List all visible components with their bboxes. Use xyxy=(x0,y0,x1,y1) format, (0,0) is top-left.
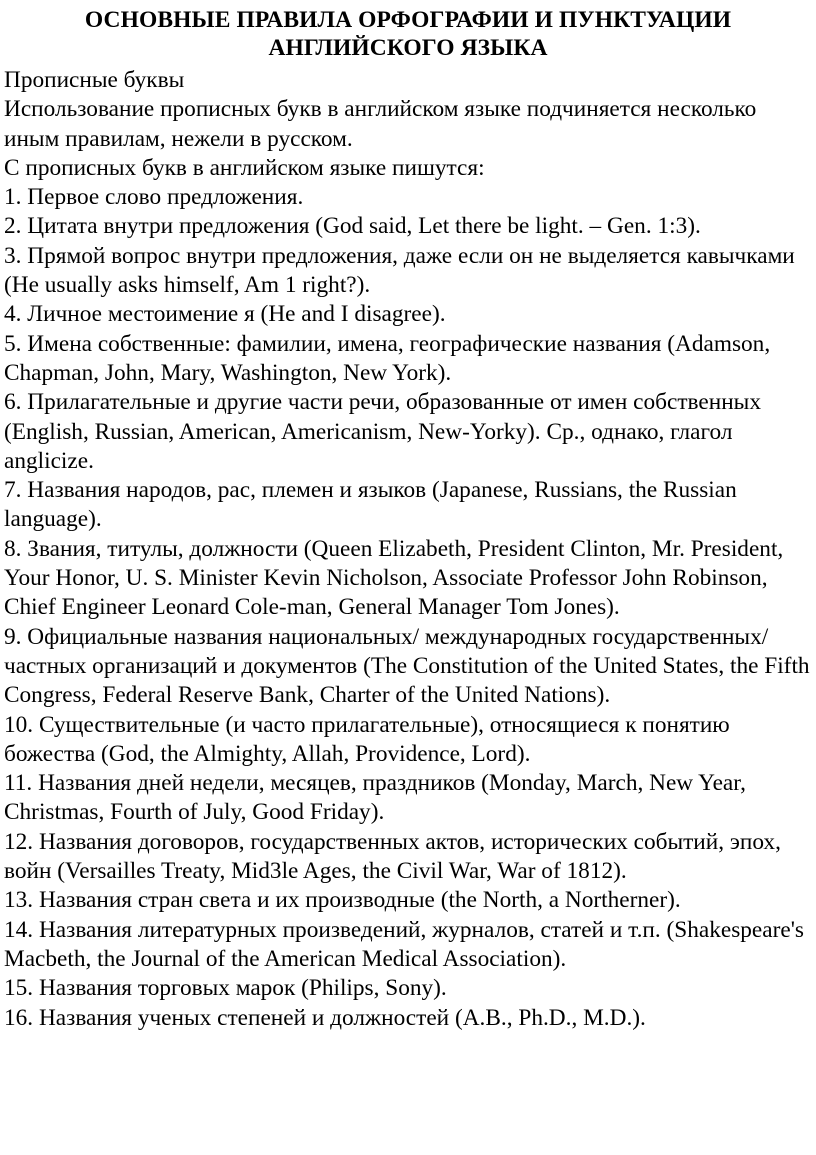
intro-paragraph: Использование прописных букв в английском языке подчиняется несколько иным правилам, нежели в русском. xyxy=(4,96,757,152)
rule-item: 8. Звания, титулы, должности (Queen Elizabeth, President Clinton, Mr. President, Your Honor, U. S. Minister Kevin Nicholson, Associate Professor John Robinson, Chief Engineer Leonard Cole-man, General Manager Tom Jones). xyxy=(4,535,784,621)
title-line-2: АНГЛИЙСКОГО ЯЗЫКА xyxy=(268,35,548,61)
rule-item: 6. Прилагательные и другие части речи, образованные от имен собственных (English, Russian, American, Americanism, New-Yorky). Ср., однако, глагол anglicize. xyxy=(4,389,761,474)
list-intro: С прописных букв в английском языке пишутся: xyxy=(4,154,485,181)
rule-item: 9. Официальные названия национальных/ международных государственных/ частных организаций и документов (The Constitution of the United States, the Fifth Congress, Federal Reserve Bank, Charter of the United Nations). xyxy=(4,623,810,709)
rule-item: 1. Первое слово предложения. xyxy=(4,184,304,211)
rule-item: 4. Личное местоимение я (He and I disagree). xyxy=(4,301,446,328)
document-title xyxy=(4,6,812,62)
rule-item: 2. Цитата внутри предложения (God said, Let there be light. – Gen. 1:3). xyxy=(4,213,701,240)
rule-item: 16. Названия ученых степеней и должностей (A.B., Ph.D., M.D.). xyxy=(4,1004,646,1031)
section-heading: Прописные буквы xyxy=(4,67,185,93)
rule-item: 12. Названия договоров, государственных актов, исторических событий, эпох, войн (Versailles Treaty, Mid3le Ages, the Civil War, War of 1812). xyxy=(4,828,781,885)
title-line-1: ОСНОВНЫЕ ПРАВИЛА ОРФОГРАФИИ И ПУНКТУАЦИИ xyxy=(84,7,732,33)
rule-item: 3. Прямой вопрос внутри предложения, даже если он не выделяется кавычками (He usually asks himself, Am 1 right?). xyxy=(4,242,795,299)
rule-item: 7. Названия народов, рас, племен и языков (Japanese, Russians, the Russian language). xyxy=(4,477,737,533)
rule-item: 13. Названия стран света и их производные (the North, a Northerner). xyxy=(4,887,681,914)
rule-item: 5. Имена собственные: фамилии, имена, географические названия (Adamson, Chapman, John, Mary, Washington, New York). xyxy=(4,330,771,386)
rule-item: 10. Существительные (и часто прилагательные), относящиеся к понятию божества (God, the Almighty, Allah, Providence, Lord). xyxy=(4,711,730,767)
rule-item: 14. Названия литературных произведений, журналов, статей и т.п. (Shakespeare's Macbeth, the Journal of the American Medical Association). xyxy=(4,916,804,972)
rule-item: 15. Названия торговых марок (Philips, Sony). xyxy=(4,975,447,1002)
document-body xyxy=(4,66,812,1033)
rule-item: 11. Названия дней недели, месяцев, праздников (Monday, March, New Year, Christmas, Fourth of July, Good Friday). xyxy=(4,770,746,826)
